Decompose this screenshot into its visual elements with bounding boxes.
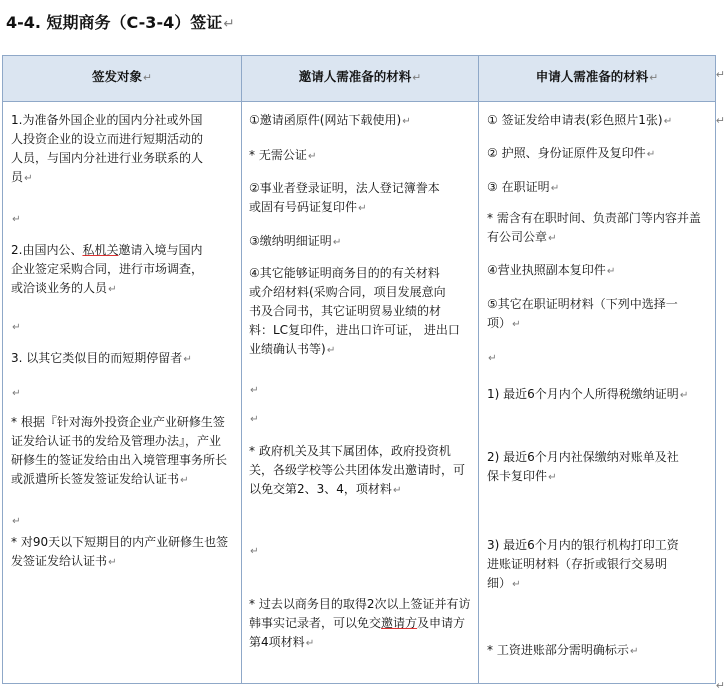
text-span: 业绩确认书等) [249,342,326,356]
header-cell-target [3,56,241,101]
text-span: 邀请方 [381,616,418,630]
applicant-item-3 [487,178,713,198]
applicant-item-1 [487,111,713,131]
paragraph-mark: ↵ [646,149,656,160]
paragraph-mark: ↵ [223,16,235,32]
applicant-item-2 [487,144,713,164]
paragraph-mark: ↵ [326,345,336,356]
text-line: 或介绍材料(采购合同，项目发展意向 [249,285,446,299]
text-line: 人投资企业的设立而进行短期活动的 [11,132,204,146]
text-span: 韩事实记录者，可以免交 [249,616,382,630]
text-line: ④其它能够证明商务目的的有关材料 [249,266,440,280]
paragraph-mark: ↵ [358,203,367,214]
text-line: * 政府机关及其下属团体，政府投资机 [249,444,451,458]
text-line: 关，各级学校等公共团体发出邀请时，可 [249,463,466,477]
text-line: ⑤其它在职证明材料（下列中选择一 [487,297,678,311]
text-span: * 无需公证 [249,148,307,162]
text-line: 进账证明材料（存折或银行交易明 [487,557,668,571]
paragraph-mark: ↵ [412,71,422,84]
header-divider [3,101,715,102]
paragraph-mark: ↵ [12,322,21,333]
text-line [11,552,239,572]
text-line [487,467,713,487]
row-end-mark: ↵ [715,679,725,692]
text-span: * 工资进账部分需明确标示 [487,643,629,657]
text-line: 企业签定采购合同，进行市场调查， [11,262,204,276]
text-line [11,168,239,188]
paragraph-mark: ↵ [180,475,189,486]
applicant-item-5 [487,295,713,334]
paragraph-mark: ↵ [606,266,616,277]
page-title [6,10,235,33]
text-line: 证发给认证书的发给及管理办法』，产业 [11,434,222,448]
target-para-1 [11,111,239,188]
text-line: 料：LC复印件，进出口许可证， 进出口 [249,323,460,337]
inviter-note-1 [249,146,475,166]
paragraph-mark: ↵ [305,638,315,649]
text-span: 私机关 [82,243,119,257]
paragraph-mark: ↵ [108,557,117,568]
paragraph-mark: ↵ [143,71,152,84]
text-span: 以免交第2、3、4，项材料 [249,482,392,496]
text-line: ②事业者登录证明，法人登记簿誊本 [249,181,440,195]
inviter-item-2 [249,179,475,218]
empty-paragraph [487,348,713,368]
paragraph-mark: ↵ [629,646,639,657]
column-divider [478,56,479,683]
text-line: 1.为准备外国企业的国内分社或外国 [11,113,203,127]
paragraph-mark: ↵ [488,353,497,364]
target-para-4 [11,413,239,490]
applicant-note-1 [487,209,713,248]
empty-paragraph [249,409,475,429]
header-applicant-label: 申请人需准备的材料 [535,69,649,84]
text-span: 邀请入境与国内 [118,243,203,257]
text-span: 保卡复印件 [487,469,548,483]
text-line: 书及合同书，其它证明贸易业绩的材 [249,304,442,318]
text-line [249,340,475,360]
applicant-option-2 [487,448,713,487]
inviter-item-3 [249,232,475,252]
row-end-mark: ↵ [715,114,725,127]
inviter-item-4 [249,264,475,360]
text-span: ① 签证发给申请表(彩色照片1张) [487,113,663,127]
text-span: ③ 在职证明 [487,180,550,194]
text-line: * 根据『针对海外投资企业产业研修生签 [11,415,225,429]
paragraph-mark: ↵ [402,116,411,127]
target-para-5 [11,533,239,572]
text-span: 及申请方 [417,616,466,630]
text-line: 2) 最近6个月内社保缴纳对账单及社 [487,450,679,464]
paragraph-mark: ↵ [183,354,192,365]
empty-paragraph [11,383,239,403]
text-line [487,314,713,334]
text-span: ④营业执照副本复印件 [487,263,606,277]
paragraph-mark: ↵ [512,579,521,590]
paragraph-mark: ↵ [12,214,21,225]
paragraph-mark: ↵ [663,116,673,127]
applicant-item-4 [487,261,713,281]
column-inviter [249,111,475,681]
empty-paragraph [249,380,475,400]
paragraph-mark: ↵ [649,71,659,84]
paragraph-mark: ↵ [332,237,342,248]
column-applicant [487,111,713,681]
text-span: 员 [11,170,24,184]
text-span: 1) 最近6个月内个人所得税缴纳证明 [487,387,679,401]
header-target-label: 签发对象 [92,69,143,84]
text-line: 人员，与国内分社进行业务联系的人 [11,151,204,165]
text-span: ② 护照、身份证原件及复印件 [487,146,646,160]
paragraph-mark: ↵ [392,485,402,496]
paragraph-mark: ↵ [550,183,560,194]
page-title-text: 4-4. 短期商务（C-3-4）签证 [6,13,223,32]
text-span: 细） [487,576,512,590]
paragraph-mark: ↵ [307,151,317,162]
applicant-option-3 [487,536,713,594]
target-para-3 [11,349,239,369]
text-line [11,241,239,260]
paragraph-mark: ↵ [250,546,259,557]
applicant-option-1 [487,385,713,405]
paragraph-mark: ↵ [24,173,33,184]
column-divider [241,56,242,683]
paragraph-mark: ↵ [250,385,259,396]
text-line [249,198,475,218]
paragraph-mark: ↵ [250,414,259,425]
text-line: * 过去以商务目的取得2次以上签证并有访 [249,597,471,611]
paragraph-mark: ↵ [548,233,557,244]
inviter-note-2 [249,442,475,500]
text-span: 2.由国内公、 [11,243,83,257]
text-span: 或固有号码证复印件 [249,200,358,214]
text-span: ③缴纳明细证明 [249,234,332,248]
text-span: 或派遣所长签发签证发给认证书 [11,472,180,486]
paragraph-mark: ↵ [108,284,117,295]
text-line: * 需含有在职时间、负责部门等内容并盖 [487,211,701,225]
visa-table [2,55,716,684]
text-line [487,574,713,594]
text-line [249,633,475,653]
text-span: 有公司公章 [487,230,548,244]
text-line [249,614,475,633]
empty-paragraph [11,511,239,531]
empty-paragraph [11,317,239,337]
text-line: 研修生的签证发给由出入境管理事务所长 [11,453,228,467]
applicant-note-2 [487,641,713,661]
header-inviter-label: 邀请人需准备的材料 [298,69,412,84]
text-line [249,480,475,500]
paragraph-mark: ↵ [12,388,21,399]
empty-paragraph [11,209,239,229]
header-cell-inviter [242,56,478,101]
text-line: * 对90天以下短期目的内产业研修生也签 [11,535,229,549]
text-line [11,470,239,490]
row-end-mark: ↵ [715,68,725,81]
text-line [487,228,713,248]
inviter-item-1 [249,111,475,131]
text-span: 或洽谈业务的人员 [11,281,108,295]
text-span: 3. 以其它类似目的而短期停留者 [11,351,183,365]
text-line [11,279,239,299]
text-line: 3) 最近6个月内的银行机构打印工资 [487,538,679,552]
paragraph-mark: ↵ [512,319,521,330]
text-span: ①邀请函原件(网站下载使用) [249,113,402,127]
paragraph-mark: ↵ [679,390,689,401]
inviter-note-3 [249,595,475,653]
text-span: 项） [487,316,512,330]
paragraph-mark: ↵ [12,516,21,527]
paragraph-mark: ↵ [548,472,557,483]
text-span: 发签证发给认证书 [11,554,108,568]
empty-paragraph [249,541,475,561]
column-target [11,111,239,681]
text-span: 第4项材料 [249,635,305,649]
header-cell-applicant [479,56,715,101]
target-para-2 [11,241,239,299]
